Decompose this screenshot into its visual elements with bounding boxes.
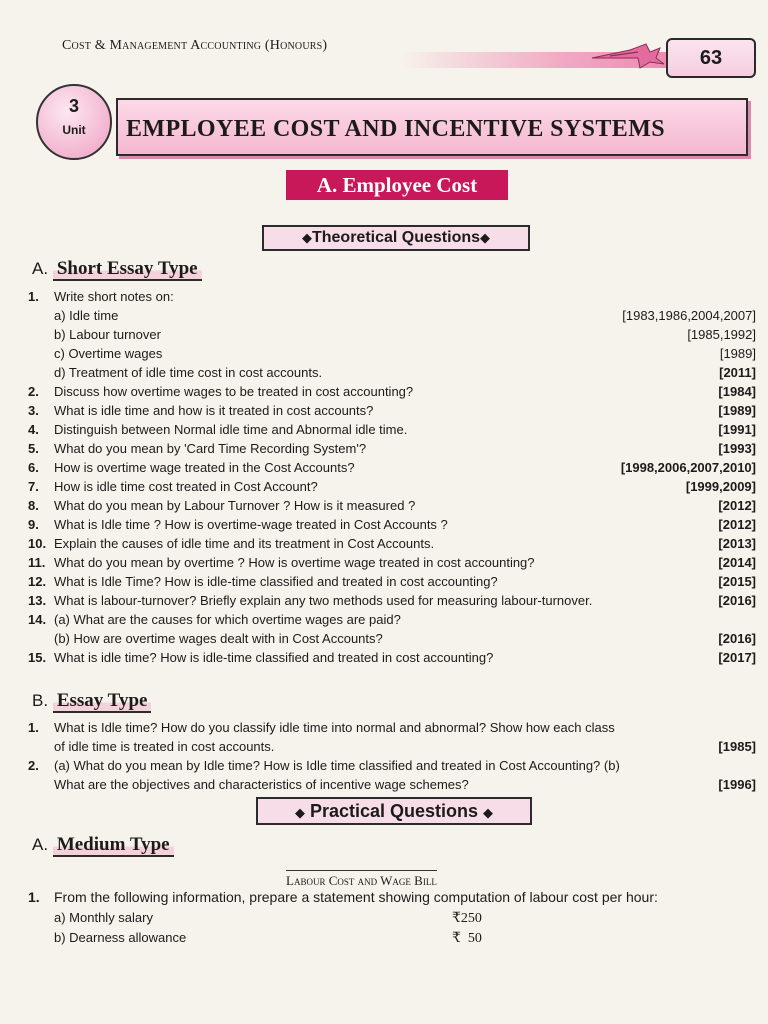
short-essay-label: A. (32, 259, 49, 278)
question-text: d) Treatment of idle time cost in cost accounts. (54, 365, 323, 380)
item-amount: ₹250 (452, 911, 482, 926)
question-text: What is Idle time ? How is overtime-wage treated in Cost Accounts ? (54, 517, 448, 532)
exam-year: [2012] (718, 517, 756, 532)
question-line (28, 420, 756, 439)
table-caption: Labour Cost and Wage Bill (286, 870, 437, 889)
question-line (28, 382, 756, 401)
unit-label: Unit (62, 123, 86, 137)
exam-year: [2015] (718, 574, 756, 589)
question-line (28, 458, 756, 477)
question-text: What is idle time? How is idle-time classified and treated in cost accounting? (54, 650, 494, 665)
diamond-icon: ◆ (294, 805, 305, 820)
question-line (28, 496, 756, 515)
question-text: c) Overtime wages (54, 346, 163, 361)
practical-questions-heading (256, 797, 532, 825)
exam-year: [2012] (718, 498, 756, 513)
question-line (28, 572, 756, 591)
question-number: 7. (28, 479, 39, 494)
arrow-ornament-icon (590, 40, 670, 70)
exam-year: [1993] (718, 441, 756, 456)
diamond-icon: ◆ (483, 805, 494, 820)
question-text: (a) What do you mean by Idle time? How is Idle time classified and treated in Cost Accounting? (b) (54, 758, 620, 773)
essay-title: Essay Type (53, 690, 152, 713)
page-number: 63 (666, 38, 756, 78)
question-number: 2. (28, 758, 39, 773)
question-text: What do you mean by overtime ? How is overtime wage treated in cost accounting? (54, 555, 535, 570)
exam-year: [1985] (718, 739, 756, 754)
question-text: How is idle time cost treated in Cost Account? (54, 479, 318, 494)
question-line (28, 439, 756, 458)
exam-year: [2013] (718, 536, 756, 551)
diamond-icon: ◆ (301, 230, 312, 245)
medium-label: A. (32, 835, 49, 854)
question-text: b) Labour turnover (54, 327, 161, 342)
exam-year: [2016] (718, 593, 756, 608)
medium-item (28, 908, 756, 927)
exam-year: [1984] (718, 384, 756, 399)
question-line (28, 591, 756, 610)
question-text: What is Idle Time? How is idle-time classified and treated in cost accounting? (54, 574, 498, 589)
question-text: Discuss how overtime wages to be treated in cost accounting? (54, 384, 414, 399)
question-line (28, 287, 756, 306)
question-text: From the following information, prepare a statement showing computation of labour cost per hour: (54, 889, 658, 905)
question-text: What is labour-turnover? Briefly explain any two methods used for measuring labour-turnover. (54, 593, 593, 608)
item-text: b) Dearness allowance (54, 930, 187, 945)
question-number: 2. (28, 384, 39, 399)
question-number: 1. (28, 289, 39, 304)
question-line (28, 363, 756, 382)
question-line (28, 737, 756, 756)
medium-title: Medium Type (53, 834, 174, 857)
question-line (28, 610, 756, 629)
unit-number: 3 (68, 96, 79, 116)
question-text: What are the objectives and characteristics of incentive wage schemes? (54, 777, 469, 792)
question-line (28, 648, 756, 667)
item-text: a) Monthly salary (54, 910, 153, 925)
question-number: 11. (28, 555, 46, 570)
question-text: (a) What are the causes for which overtime wages are paid? (54, 612, 401, 627)
essay-label: B. (32, 691, 49, 710)
exam-year: [1989] (719, 346, 756, 361)
question-line (28, 775, 756, 794)
question-line (28, 325, 756, 344)
medium-item (28, 928, 756, 947)
medium-question (28, 888, 756, 907)
question-text: Write short notes on: (54, 289, 174, 304)
diamond-icon: ◆ (480, 230, 491, 245)
question-number: 5. (28, 441, 39, 456)
question-number: 14. (28, 612, 47, 627)
question-number: 6. (28, 460, 39, 475)
question-line (28, 477, 756, 496)
exam-year: [2016] (718, 631, 756, 646)
short-essay-heading (32, 258, 202, 280)
question-text: of idle time is treated in cost accounts. (54, 739, 275, 754)
exam-year: [2011] (719, 365, 756, 380)
running-head: Cost & Management Accounting (Honours) (62, 38, 328, 53)
question-number: 8. (28, 498, 39, 513)
question-number: 1. (28, 889, 40, 905)
exam-year: [1991] (718, 422, 756, 437)
question-number: 9. (28, 517, 39, 532)
question-number: 15. (28, 650, 47, 665)
medium-heading (32, 834, 174, 856)
question-text: What is Idle time? How do you classify idle time into normal and abnormal? Show how each class (54, 720, 615, 735)
question-text: What is idle time and how is it treated in cost accounts? (54, 403, 374, 418)
practical-heading-text: Practical Questions (309, 801, 479, 821)
question-text: How is overtime wage treated in the Cost Accounts? (54, 460, 355, 475)
essay-heading (32, 690, 151, 712)
question-number: 10. (28, 536, 47, 551)
question-text: Explain the causes of idle time and its treatment in Cost Accounts. (54, 536, 435, 551)
question-line (28, 756, 756, 775)
question-line (28, 515, 756, 534)
unit-badge (36, 84, 112, 160)
exam-year: [1998,2006,2007,2010] (620, 460, 756, 475)
question-text: Distinguish between Normal idle time and Abnormal idle time. (54, 422, 408, 437)
question-text: What do you mean by 'Card Time Recording System'? (54, 441, 367, 456)
question-number: 12. (28, 574, 47, 589)
exam-year: [1985,1992] (687, 327, 756, 342)
item-amount: ₹ 50 (452, 931, 482, 946)
question-text: (b) How are overtime wages dealt with in Cost Accounts? (54, 631, 383, 646)
question-line (28, 718, 756, 737)
exam-year: [1983,1986,2004,2007] (622, 308, 756, 323)
question-line (28, 401, 756, 420)
question-line (28, 629, 756, 648)
chapter-title: EMPLOYEE COST AND INCENTIVE SYSTEMS (116, 98, 748, 156)
section-title: A. Employee Cost (286, 170, 508, 200)
exam-year: [2014] (718, 555, 756, 570)
exam-year: [1999,2009] (685, 479, 756, 494)
short-essay-title: Short Essay Type (53, 258, 202, 281)
theoretical-questions-heading (262, 225, 530, 251)
question-text: a) Idle time (54, 308, 119, 323)
question-line (28, 534, 756, 553)
question-line (28, 344, 756, 363)
exam-year: [1996] (718, 777, 756, 792)
question-line (28, 306, 756, 325)
question-line (28, 553, 756, 572)
exam-year: [1989] (718, 403, 756, 418)
exam-year: [2017] (718, 650, 756, 665)
question-number: 4. (28, 422, 39, 437)
theoretical-heading-text: Theoretical Questions (311, 229, 481, 246)
question-number: 1. (28, 720, 39, 735)
question-text: What do you mean by Labour Turnover ? How is it measured ? (54, 498, 416, 513)
question-number: 13. (28, 593, 47, 608)
question-number: 3. (28, 403, 39, 418)
